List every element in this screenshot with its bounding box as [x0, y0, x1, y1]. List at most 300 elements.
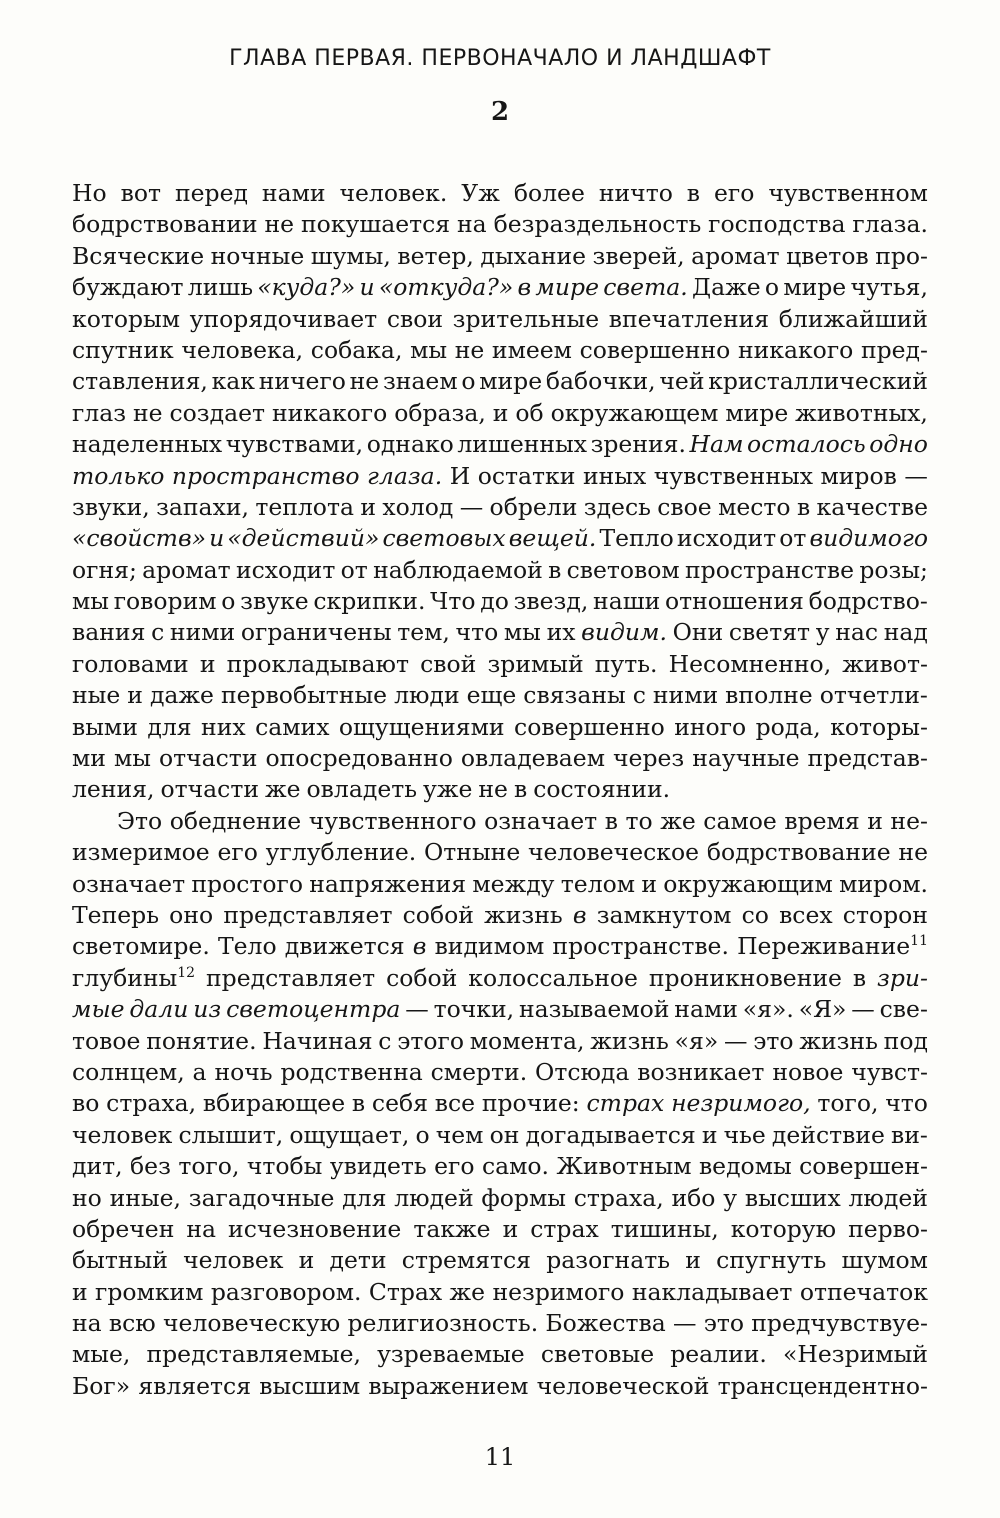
- word: выми: [72, 712, 138, 741]
- word: свой: [420, 649, 477, 678]
- word: иных: [582, 461, 647, 490]
- word: мире: [535, 273, 599, 302]
- word: мире: [783, 273, 847, 302]
- word: исходит: [235, 555, 336, 584]
- word: дит,: [72, 1152, 123, 1181]
- word: живот-: [842, 649, 928, 678]
- word: и: [492, 398, 509, 427]
- word: качестве: [816, 492, 928, 521]
- word: точки,: [433, 995, 515, 1024]
- word: про-: [875, 241, 928, 270]
- word: о: [221, 587, 236, 616]
- word: «действий»: [227, 524, 380, 553]
- word: шумы,: [310, 241, 391, 270]
- text-line: [72, 869, 928, 900]
- word: телом: [560, 869, 636, 898]
- word: обрели: [489, 492, 578, 521]
- word: Это: [117, 806, 163, 835]
- word: —: [672, 1309, 697, 1338]
- word: и: [360, 492, 377, 521]
- word: которую: [730, 1214, 837, 1243]
- word: мые: [72, 995, 125, 1024]
- word: простого: [191, 869, 303, 898]
- word: стремятся: [401, 1246, 531, 1275]
- word: ставления,: [72, 367, 208, 396]
- word: перво-: [848, 1214, 928, 1243]
- word: у: [723, 1183, 738, 1212]
- word: человек: [72, 1120, 173, 1149]
- word: ибо: [671, 1183, 716, 1212]
- word: разогнать: [546, 1246, 671, 1275]
- word: света.: [603, 273, 688, 302]
- word: Бог»: [72, 1371, 131, 1400]
- word: чувст-: [851, 1057, 928, 1086]
- word: человеческое: [528, 838, 700, 867]
- word: с: [632, 681, 646, 710]
- word: о: [415, 1120, 430, 1149]
- word: собой: [402, 900, 474, 929]
- word: представляемые,: [146, 1340, 361, 1369]
- word: совершен-: [799, 1152, 928, 1181]
- word: незримого,: [671, 1089, 811, 1118]
- page-number: 11: [484, 1443, 516, 1471]
- word: ощущениями: [338, 712, 505, 741]
- word: тем,: [397, 618, 450, 647]
- word: «откуда?»: [378, 273, 514, 302]
- word: проникновение: [648, 963, 842, 992]
- word: буждают: [72, 273, 184, 302]
- word: в: [604, 806, 618, 835]
- word: всю: [108, 1309, 156, 1338]
- word: первобытные: [220, 681, 388, 710]
- word: теплота: [255, 492, 354, 521]
- word: означает: [72, 869, 186, 898]
- word: Нам: [689, 430, 744, 459]
- word: само.: [481, 1152, 550, 1181]
- word: впечатления: [608, 304, 770, 333]
- word: а: [192, 1057, 207, 1086]
- word: ные: [72, 681, 121, 710]
- word: от: [779, 524, 807, 553]
- word: нас: [835, 618, 879, 647]
- word: осталось: [747, 430, 866, 459]
- word: одно: [869, 430, 928, 459]
- word: возникает: [637, 1057, 765, 1086]
- word: бабочки,: [545, 367, 656, 396]
- word: прокладывают: [226, 649, 410, 678]
- word: уже: [423, 775, 473, 804]
- word: слышит,: [178, 1120, 284, 1149]
- word: глаза.: [367, 461, 443, 490]
- word: того,: [178, 1152, 240, 1181]
- word: сторон: [842, 900, 928, 929]
- word: в: [686, 179, 701, 207]
- word: даже: [149, 681, 214, 710]
- word: между: [472, 869, 555, 898]
- word: в: [513, 775, 528, 804]
- word: чувствами,: [225, 430, 364, 459]
- text-line: [72, 617, 928, 648]
- text-line: [72, 1308, 928, 1339]
- word: Тепло: [599, 524, 674, 553]
- text-line: [72, 1214, 928, 1245]
- footnote-marker: 12: [177, 964, 196, 981]
- word: выражением: [368, 1371, 529, 1400]
- word: ними: [652, 681, 719, 710]
- word: обеднение: [169, 806, 302, 835]
- word: зри-: [877, 963, 928, 992]
- word: однако: [366, 430, 454, 459]
- word: движется: [284, 932, 405, 961]
- word: действие: [771, 1120, 885, 1149]
- word: све-: [879, 995, 928, 1024]
- word: это: [703, 1309, 745, 1338]
- word: измеримое: [72, 838, 210, 867]
- word: человек.: [339, 179, 448, 207]
- text-line: [72, 492, 928, 523]
- word: —: [723, 1026, 748, 1055]
- word: звуки,: [72, 492, 150, 521]
- word: видимом: [434, 932, 545, 961]
- word: жизнь: [799, 1026, 878, 1055]
- word: вполне: [725, 681, 813, 710]
- word: и: [867, 806, 883, 835]
- word: здесь: [583, 492, 651, 521]
- text-line: [72, 523, 928, 554]
- word: от: [340, 555, 368, 584]
- word: И: [449, 461, 471, 490]
- word: них: [201, 712, 246, 741]
- text-line: [72, 743, 928, 774]
- word: человеческую: [162, 1309, 341, 1338]
- word: безраздельность: [493, 210, 702, 239]
- word: собой: [386, 963, 458, 992]
- word: пространстве.: [552, 932, 729, 961]
- word: исчезновение: [228, 1214, 402, 1243]
- word: —: [851, 995, 875, 1024]
- word: об: [515, 398, 544, 427]
- word: высшим: [259, 1371, 361, 1400]
- word: Переживание$^{11}$: [737, 932, 928, 961]
- word: предчувствуе-: [751, 1309, 928, 1338]
- word: то: [625, 806, 653, 835]
- word: —: [405, 995, 429, 1024]
- word: вот: [120, 179, 161, 207]
- word: спугнуть: [716, 1246, 827, 1275]
- word: ограничены: [240, 618, 392, 647]
- word: дали: [129, 995, 189, 1024]
- word: он: [489, 1120, 520, 1149]
- word: не-: [890, 806, 928, 835]
- word: кристаллический: [708, 367, 928, 396]
- text-line: [72, 1088, 928, 1119]
- word: жизнь: [590, 1026, 669, 1055]
- word: чутья,: [850, 273, 928, 302]
- word: и: [701, 1120, 718, 1149]
- word: замкнутом: [596, 900, 732, 929]
- word: и: [209, 524, 225, 553]
- word: ления,: [72, 775, 155, 804]
- word: совершенно: [579, 335, 731, 364]
- word: состоянии.: [533, 775, 671, 804]
- word: его: [434, 1152, 475, 1181]
- text-line: [72, 335, 928, 366]
- word: мы: [113, 744, 151, 773]
- text-line: [72, 1371, 928, 1402]
- word: более: [513, 179, 585, 207]
- text-line: [72, 1057, 928, 1088]
- word: со: [741, 900, 769, 929]
- word: «куда?»: [257, 273, 356, 302]
- word: скрипки.: [313, 587, 426, 616]
- word: их: [546, 618, 576, 647]
- word: «Я»: [798, 995, 847, 1024]
- word: в: [852, 963, 867, 992]
- word: собака,: [310, 335, 403, 364]
- word: накладывает: [631, 1277, 793, 1306]
- word: его: [217, 838, 258, 867]
- word: Они: [672, 618, 724, 647]
- word: новое: [772, 1057, 844, 1086]
- word: пространство: [171, 461, 360, 490]
- word: зверей,: [592, 241, 685, 270]
- word: человеческой: [536, 1371, 710, 1400]
- word: холод: [382, 492, 454, 521]
- word: под: [883, 1026, 928, 1055]
- word: иные,: [109, 1183, 182, 1212]
- word: через: [613, 744, 685, 773]
- word: ви-: [891, 1120, 928, 1149]
- word: его: [713, 179, 755, 207]
- word: отчасти: [158, 744, 258, 773]
- text-line: [72, 774, 928, 805]
- word: вбирающее: [202, 1089, 346, 1118]
- word: совершенно: [514, 712, 665, 741]
- word: же: [265, 775, 301, 804]
- word: никакого: [737, 335, 854, 364]
- word: на: [186, 1214, 217, 1243]
- text-line: [72, 1245, 928, 1276]
- text-line: [72, 649, 928, 680]
- word: догадывается: [525, 1120, 696, 1149]
- word: и: [641, 869, 657, 898]
- word: Животным: [556, 1152, 692, 1181]
- word: трансцендентно-: [717, 1371, 928, 1400]
- word: мы: [503, 618, 541, 647]
- word: окружающим: [663, 869, 833, 898]
- word: ветер,: [397, 241, 474, 270]
- word: же: [660, 806, 696, 835]
- word: и: [502, 1214, 519, 1243]
- word: наблюдаемой: [373, 555, 543, 584]
- word: звуке: [240, 587, 309, 616]
- word: овладеваем: [460, 744, 605, 773]
- word: разговором.: [210, 1277, 362, 1306]
- word: не: [478, 775, 508, 804]
- word: связаны: [523, 681, 626, 710]
- word: ними: [169, 618, 236, 647]
- word: всех: [779, 900, 833, 929]
- word: и: [359, 273, 375, 302]
- word: называемой: [518, 995, 670, 1024]
- word: религиозность.: [347, 1309, 539, 1338]
- word: и: [298, 1246, 315, 1275]
- section-number: 2: [490, 97, 510, 127]
- word: для: [342, 1183, 387, 1212]
- word: путь.: [594, 649, 658, 678]
- word: с: [378, 1026, 392, 1055]
- word: которы-: [830, 712, 928, 741]
- word: чье: [723, 1120, 766, 1149]
- word: чувственного: [308, 806, 477, 835]
- word: незримого: [492, 1277, 625, 1306]
- word: ми: [72, 744, 106, 773]
- word: что: [885, 1089, 928, 1118]
- word: ничего: [258, 367, 346, 396]
- word: никакого: [271, 398, 388, 427]
- word: покушается: [301, 210, 451, 239]
- word: страха,: [106, 1089, 197, 1118]
- word: ощущает,: [289, 1120, 410, 1149]
- text-line: [72, 806, 928, 837]
- word: свои: [386, 304, 444, 333]
- word: шумом: [841, 1246, 928, 1275]
- word: отпечаток: [799, 1277, 928, 1306]
- word: видим.: [581, 618, 667, 647]
- word: нами: [674, 995, 738, 1024]
- word: с: [151, 618, 165, 647]
- word: Даже: [692, 273, 761, 302]
- word: наши: [593, 587, 661, 616]
- word: свое: [657, 492, 712, 521]
- word: и: [199, 649, 216, 678]
- word: создает: [169, 398, 266, 427]
- word: запахи,: [156, 492, 249, 521]
- body-text: [72, 178, 928, 1402]
- word: Что: [430, 587, 476, 616]
- word: товое: [72, 1026, 141, 1055]
- word: видимого: [809, 524, 928, 553]
- text-line: [72, 429, 928, 460]
- word: светоцентра: [226, 995, 401, 1024]
- word: формы: [481, 1183, 566, 1212]
- word: и: [685, 1246, 701, 1275]
- text-line: [72, 304, 928, 335]
- word: которым: [72, 304, 181, 333]
- word: в: [351, 1089, 366, 1118]
- word: Но: [72, 179, 107, 207]
- word: колоссальное: [468, 963, 638, 992]
- word: зрительные: [452, 304, 600, 333]
- word: чем: [435, 1120, 484, 1149]
- word: не: [454, 335, 485, 364]
- word: пространстве: [685, 555, 855, 584]
- text-line: [72, 398, 928, 429]
- word: бодрство-: [808, 587, 928, 616]
- word: из: [193, 995, 222, 1024]
- word: у: [815, 618, 830, 647]
- text-line: [72, 931, 928, 962]
- word: дети: [329, 1246, 387, 1275]
- word: о: [461, 367, 476, 396]
- word: Отсюда: [535, 1057, 630, 1086]
- word: на: [457, 210, 487, 239]
- word: —: [904, 461, 928, 490]
- word: господства: [708, 210, 846, 239]
- word: —: [459, 492, 484, 521]
- word: говорим: [113, 587, 217, 616]
- word: головами: [72, 649, 189, 678]
- word: «Незримый: [782, 1340, 928, 1369]
- word: чтобы: [246, 1152, 323, 1181]
- word: цветов: [786, 241, 869, 270]
- word: зримый: [487, 649, 584, 678]
- word: аромат: [691, 241, 780, 270]
- word: все: [434, 1089, 476, 1118]
- word: в: [548, 555, 562, 584]
- word: чувственном: [768, 179, 928, 207]
- word: остатки: [477, 461, 576, 490]
- text-line: [72, 1151, 928, 1182]
- word: также: [413, 1214, 491, 1243]
- word: увидеть: [329, 1152, 427, 1181]
- word: человек: [183, 1246, 284, 1275]
- word: как: [211, 367, 255, 396]
- text-line: [72, 1277, 928, 1308]
- text-line: [72, 366, 928, 397]
- word: вания: [72, 618, 146, 647]
- word: место: [718, 492, 791, 521]
- word: себя: [371, 1089, 428, 1118]
- word: солнцем,: [72, 1057, 185, 1086]
- word: световые: [540, 1340, 655, 1369]
- word: представляет: [223, 900, 393, 929]
- word: пред-: [860, 335, 928, 364]
- word: обречен: [72, 1214, 175, 1243]
- word: громким: [95, 1277, 204, 1306]
- word: ведомы: [698, 1152, 792, 1181]
- text-line: [72, 680, 928, 711]
- word: чувственных: [653, 461, 813, 490]
- word: еще: [466, 681, 517, 710]
- word: вещей.: [508, 524, 597, 553]
- word: в: [796, 492, 811, 521]
- text-line: [72, 963, 928, 994]
- word: ничто: [598, 179, 673, 207]
- word: смерти.: [430, 1057, 528, 1086]
- word: жизнь: [484, 900, 563, 929]
- word: мы: [72, 587, 109, 616]
- text-line: [72, 1026, 928, 1057]
- text-line: [72, 272, 928, 303]
- text-line: [72, 178, 928, 209]
- word: время: [784, 806, 860, 835]
- text-line: [72, 1120, 928, 1151]
- word: того,: [817, 1089, 879, 1118]
- text-line: [72, 900, 928, 931]
- word: бытный: [72, 1246, 168, 1275]
- word: Начиная: [262, 1026, 373, 1055]
- word: на: [72, 1309, 102, 1338]
- text-line: [72, 994, 928, 1025]
- word: звезд,: [513, 587, 589, 616]
- word: лишенных: [457, 430, 588, 459]
- word: и: [72, 1277, 88, 1306]
- word: для: [147, 712, 192, 741]
- word: аромат: [142, 555, 231, 584]
- word: представляет: [206, 963, 376, 992]
- word: зрения.: [590, 430, 686, 459]
